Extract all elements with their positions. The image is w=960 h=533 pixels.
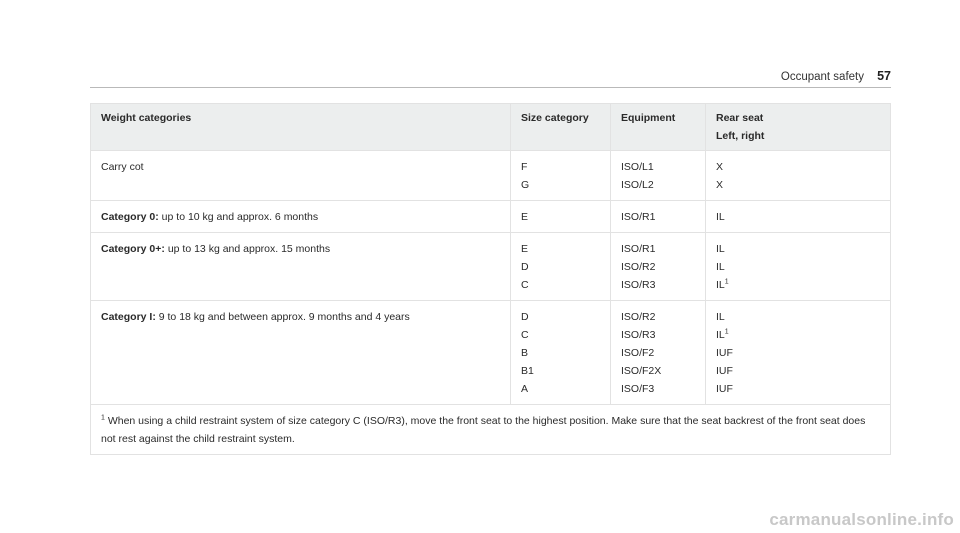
weight-category-text: up to 13 kg and approx. 15 months [164, 243, 331, 255]
size-category-value: D [521, 311, 529, 323]
rear-seat-value [716, 380, 880, 398]
rear-seat-code: X [716, 179, 724, 191]
footnote-cell [91, 405, 891, 455]
size-category-value: A [521, 383, 529, 395]
weight-category-text: Carry cot [101, 161, 144, 173]
equipment-value: ISO/R2 [621, 261, 656, 273]
header-weight-categories: Weight categories [91, 104, 511, 151]
size-category-value: C [521, 329, 529, 341]
weight-category-label: Category 0+: [101, 243, 165, 255]
header-size-category: Size category [511, 104, 611, 151]
size-category-value: C [521, 279, 529, 291]
rear-seat-value [716, 240, 880, 258]
size-category-value: D [521, 261, 529, 273]
equipment-value: ISO/R3 [621, 329, 656, 341]
equipment-value: ISO/R3 [621, 279, 656, 291]
equipment-cell [611, 151, 706, 201]
header-rear-seat [706, 104, 891, 151]
size-category-cell [511, 233, 611, 301]
weight-category-cell [91, 151, 511, 201]
equipment-cell [611, 233, 706, 301]
weight-category-label: Category I: [101, 311, 156, 323]
size-category-value: E [521, 211, 529, 223]
equipment-value: ISO/F2 [621, 347, 655, 359]
size-category-value: B [521, 347, 529, 359]
equipment-cell [611, 201, 706, 233]
rear-seat-code: IL [716, 279, 725, 291]
header-divider [90, 87, 891, 88]
table-row [91, 233, 891, 301]
equipment-value: ISO/R1 [621, 243, 656, 255]
footnote-reference: 1 [724, 328, 729, 336]
rear-seat-value [716, 362, 880, 380]
rear-seat-value [716, 326, 880, 344]
weight-category-cell [91, 233, 511, 301]
size-category-cell [511, 151, 611, 201]
rear-seat-code: IL [716, 243, 725, 255]
rear-seat-code: X [716, 161, 724, 173]
footnote-row [91, 405, 891, 455]
rear-seat-value [716, 276, 880, 294]
footnote-reference: 1 [724, 278, 729, 286]
rear-seat-code: IL [716, 311, 725, 323]
equipment-cell [611, 301, 706, 405]
weight-category-cell [91, 201, 511, 233]
rear-seat-value [716, 158, 880, 176]
rear-seat-value [716, 208, 880, 226]
watermark: carmanualsonline.info [769, 510, 954, 529]
table-row [91, 151, 891, 201]
table-row [91, 201, 891, 233]
size-category-cell [511, 201, 611, 233]
equipment-value: ISO/F2X [621, 365, 662, 377]
section-title: Occupant safety [780, 71, 864, 83]
size-category-value: B1 [521, 365, 534, 377]
rear-seat-value [716, 258, 880, 276]
child-seat-table [90, 103, 891, 455]
size-category-value: F [521, 161, 528, 173]
table-body [91, 151, 891, 455]
table-row [91, 301, 891, 405]
rear-seat-cell [706, 201, 891, 233]
rear-seat-code: IL [716, 329, 725, 341]
weight-category-text: up to 10 kg and approx. 6 months [158, 211, 319, 223]
weight-category-text: 9 to 18 kg and between approx. 9 months and 4 years [155, 311, 410, 323]
equipment-value: ISO/L1 [621, 161, 654, 173]
rear-seat-code: IL [716, 211, 725, 223]
header-rear-seat-line1: Rear seat [716, 112, 764, 124]
rear-seat-cell [706, 151, 891, 201]
rear-seat-value [716, 176, 880, 194]
table-header-row [91, 104, 891, 151]
footnote-text: When using a child restraint system of size category C (ISO/R3), move the front seat to the highest position. Make sure that the seat backrest of the front seat does not rest against the child restraint system. [101, 415, 866, 445]
weight-category-label: Category 0: [101, 211, 159, 223]
header-rear-seat-line2: Left, right [716, 130, 765, 142]
rear-seat-cell [706, 233, 891, 301]
size-category-value: G [521, 179, 530, 191]
equipment-value: ISO/R1 [621, 211, 656, 223]
footnote-marker: 1 [101, 414, 105, 422]
size-category-value: E [521, 243, 529, 255]
rear-seat-code: IL [716, 261, 725, 273]
weight-category-cell [91, 301, 511, 405]
equipment-value: ISO/L2 [621, 179, 654, 191]
rear-seat-value [716, 308, 880, 326]
equipment-value: ISO/R2 [621, 311, 656, 323]
size-category-cell [511, 301, 611, 405]
rear-seat-code: IUF [716, 347, 733, 359]
equipment-value: ISO/F3 [621, 383, 655, 395]
rear-seat-cell [706, 301, 891, 405]
rear-seat-code: IUF [716, 383, 733, 395]
rear-seat-value [716, 344, 880, 362]
page-number: 57 [877, 69, 891, 83]
rear-seat-code: IUF [716, 365, 733, 377]
header-equipment: Equipment [611, 104, 706, 151]
